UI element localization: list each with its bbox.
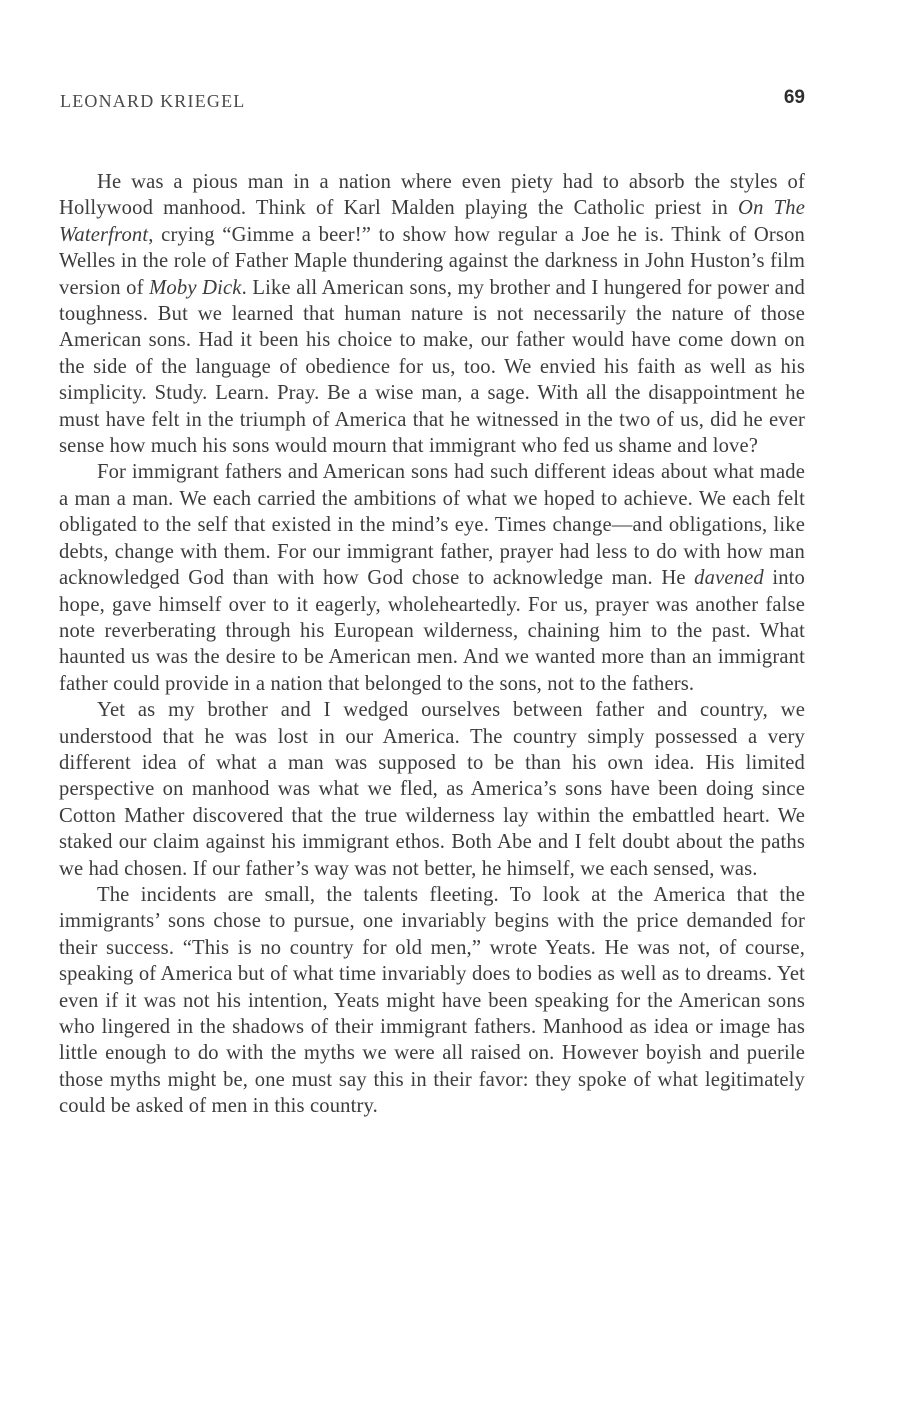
text-segment: into hope, gave himself over to it eagerly, wholeheartedly. For us, prayer was another false note reverberating through his European wilderness, chaining him to the past. What haunted us was the desire to be American men. And we wanted more than an immigrant father could provide in a nation that belonged to the sons, not to the fathers. [59, 567, 805, 695]
text-segment: , crying “Gimme a beer!” to show how regular a Joe he is. Think of Orson Welles in the role of Father Maple thundering against the darkness in John Huston’s film version of [59, 223, 805, 299]
text-segment: He was a pious man in a nation where even piety had to absorb the styles of Hollywood manhood. Think of Karl Malden playing the Catholic priest in [59, 171, 805, 220]
body-text [59, 169, 805, 1120]
text-segment: For immigrant fathers and American sons had such different ideas about what made a man a man. We each carried the ambitions of what we hoped to achieve. We each felt obligated to the self that existed in the mind’s eye. Times change—and obligations, like debts, change with them. For our immigrant father, prayer had less to do with how man acknowledged God than with how God chose to acknowledge man. He [59, 461, 805, 590]
text-segment: Yet as my brother and I wedged ourselves between father and country, we understood that he was lost in our America. The country simply possessed a very different idea of what a man was supposed to be than his own idea. His limited perspective on manhood was what we fled, as America’s sons have been doing since Cotton Mather discovered that the true wilderness lay within the embattled heart. We staked our claim against his immigrant ethos. Both Abe and I felt doubt about the paths we had chosen. If our father’s way was not better, he himself, we each sensed, was. [59, 699, 805, 880]
running-head [60, 87, 805, 117]
paragraph-1 [59, 169, 805, 459]
film-title-italic: On The Waterfront [59, 197, 806, 246]
author-name: LEONARD KRIEGEL [60, 91, 246, 111]
page-number: 69 [783, 87, 805, 108]
text-segment: . Like all American sons, my brother and I hungered for power and toughness. But we learned that human nature is not necessarily the nature of those American sons. Had it been his choice to make, our father would have come down on the side of the language of obedience for us, too. We envied his faith as well as his simplicity. Study. Learn. Pray. Be a wise man, a sage. With all the disappointment he must have felt in the triumph of America that he witnessed in the two of us, did he ever sense how much his sons would mourn that immigrant who fed us shame and love? [59, 276, 805, 458]
paragraph-4 [59, 882, 805, 1120]
text-segment: The incidents are small, the talents fleeting. To look at the America that the immigrants’ sons chose to pursue, one invariably begins with the price demanded for their success. “This is no country for old men,” wrote Yeats. He was not, of course, speaking of America but of what time invariably does to bodies as well as to dreams. Yet even if it was not his intention, Yeats might have been speaking for the American sons who lingered in the shadows of their immigrant fathers. Manhood as idea or image has little enough to do with the myths we were all raised on. However boyish and puerile those myths might be, one must say this in their favor: they spoke of what legitimately could be asked of men in this country. [59, 883, 805, 1118]
paragraph-2 [59, 459, 805, 697]
film-title-italic: Moby Dick [149, 276, 242, 299]
italic-word: davened [694, 567, 764, 590]
paragraph-3 [59, 697, 805, 882]
